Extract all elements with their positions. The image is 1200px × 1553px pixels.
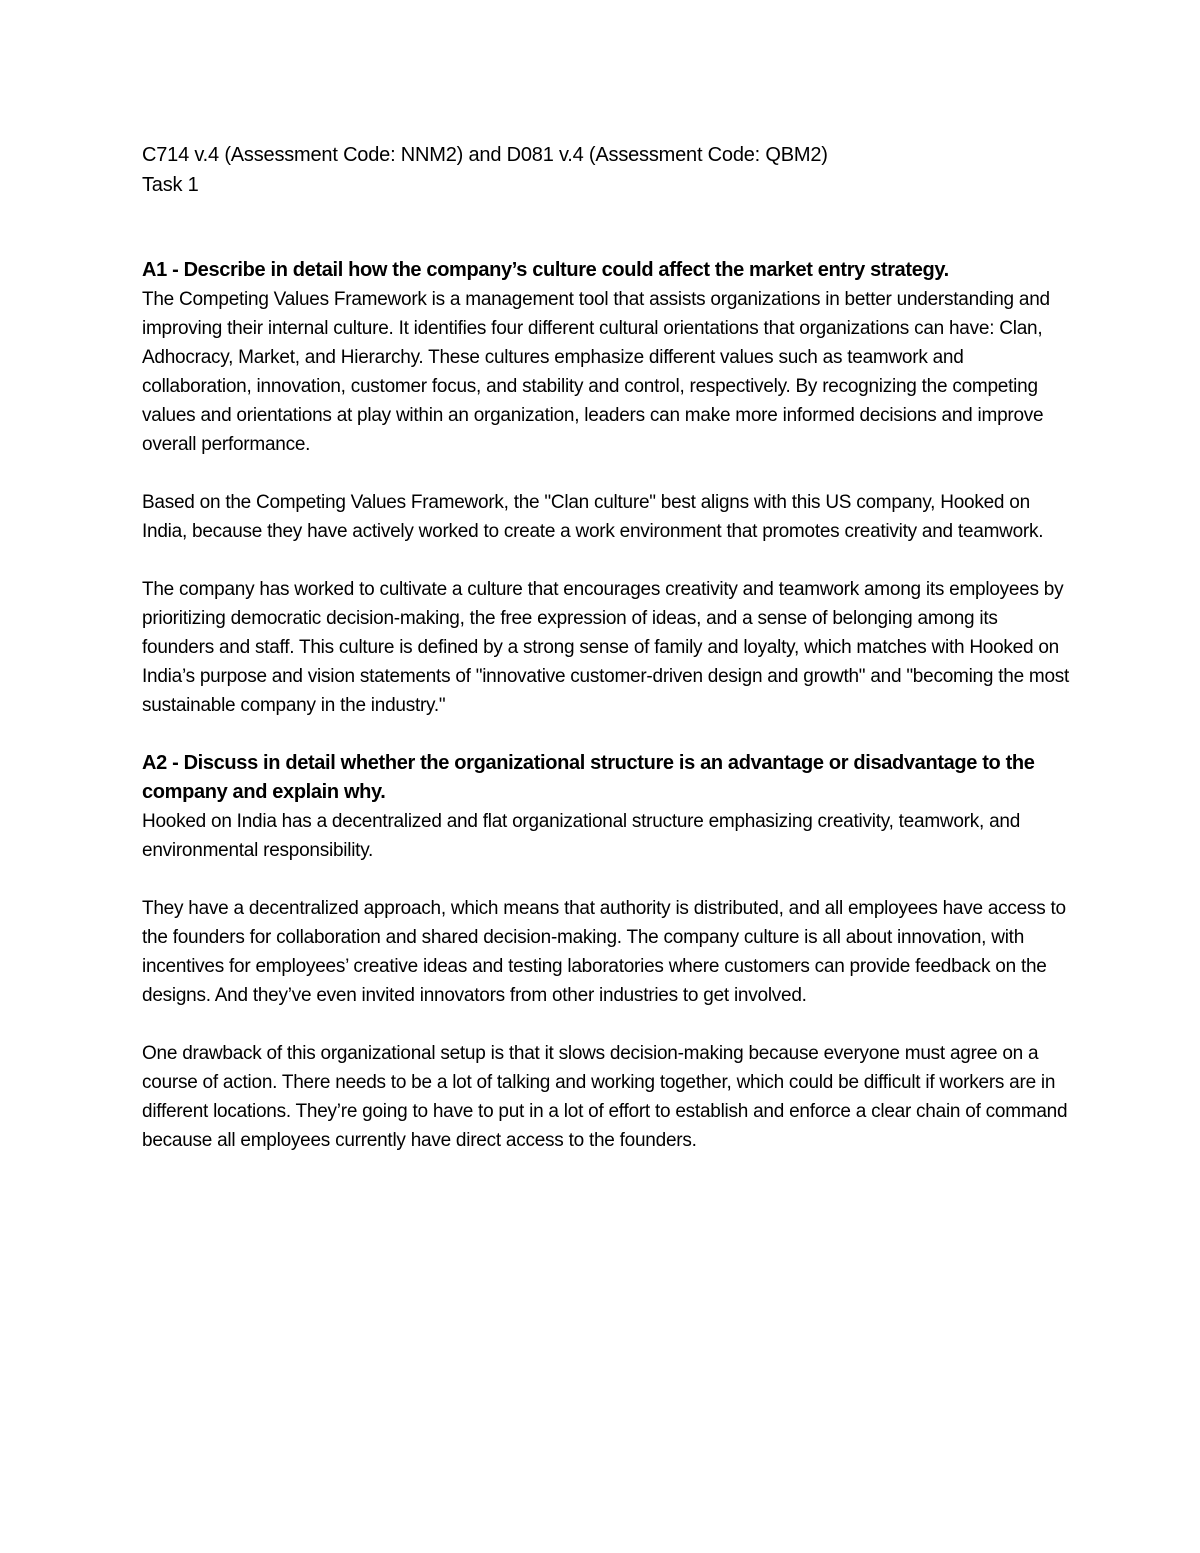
document-title: C714 v.4 (Assessment Code: NNM2) and D081 v.4 (Assessment Code: QBM2)	[142, 144, 828, 166]
task-label: Task 1	[142, 174, 199, 196]
section-a1	[142, 256, 1072, 720]
section-a1-heading: A1 - Describe in detail how the company’s culture could affect the market entry strategy.	[142, 259, 949, 281]
section-a2	[142, 749, 1072, 1155]
section-a2-heading: A2 - Discuss in detail whether the organizational structure is an advantage or disadvantage to the company and explain why.	[142, 752, 1035, 803]
section-a1-paragraph-3: The company has worked to cultivate a culture that encourages creativity and teamwork among its employees by prioritizing democratic decision-making, the free expression of ideas, and a sense of belonging among its founders and staff. This culture is defined by a strong sense of family and loyalty, which matches with Hooked on India’s purpose and vision statements of "innovative customer-driven design and growth" and "becoming the most sustainable company in the industry."	[142, 579, 1070, 716]
document-page	[142, 140, 1072, 1155]
section-a2-paragraph-2: They have a decentralized approach, which means that authority is distributed, and all employees have access to the founders for collaboration and shared decision-making. The company culture is all about innovation, with incentives for employees’ creative ideas and testing laboratories where customers can provide feedback on the designs. And they’ve even invited innovators from other industries to get involved.	[142, 898, 1066, 1006]
section-a1-paragraph-2: Based on the Competing Values Framework, the "Clan culture" best aligns with this US company, Hooked on India, because they have actively worked to create a work environment that promotes creativity and teamwork.	[142, 492, 1044, 542]
section-a2-paragraph-1: Hooked on India has a decentralized and flat organizational structure emphasizing creativity, teamwork, and environmental responsibility.	[142, 811, 1021, 861]
section-a2-paragraph-3: One drawback of this organizational setup is that it slows decision-making because everyone must agree on a course of action. There needs to be a lot of talking and working together, which could be difficult if workers are in different locations. They’re going to have to put in a lot of effort to establish and enforce a clear chain of command because all employees currently have direct access to the founders.	[142, 1043, 1068, 1151]
section-a1-paragraph-1: The Competing Values Framework is a management tool that assists organizations in better understanding and improving their internal culture. It identifies four different cultural orientations that organizations can have: Clan, Adhocracy, Market, and Hierarchy. These cultures emphasize different values such as teamwork and collaboration, innovation, customer focus, and stability and control, respectively. By recognizing the competing values and orientations at play within an organization, leaders can make more informed decisions and improve overall performance.	[142, 289, 1050, 455]
